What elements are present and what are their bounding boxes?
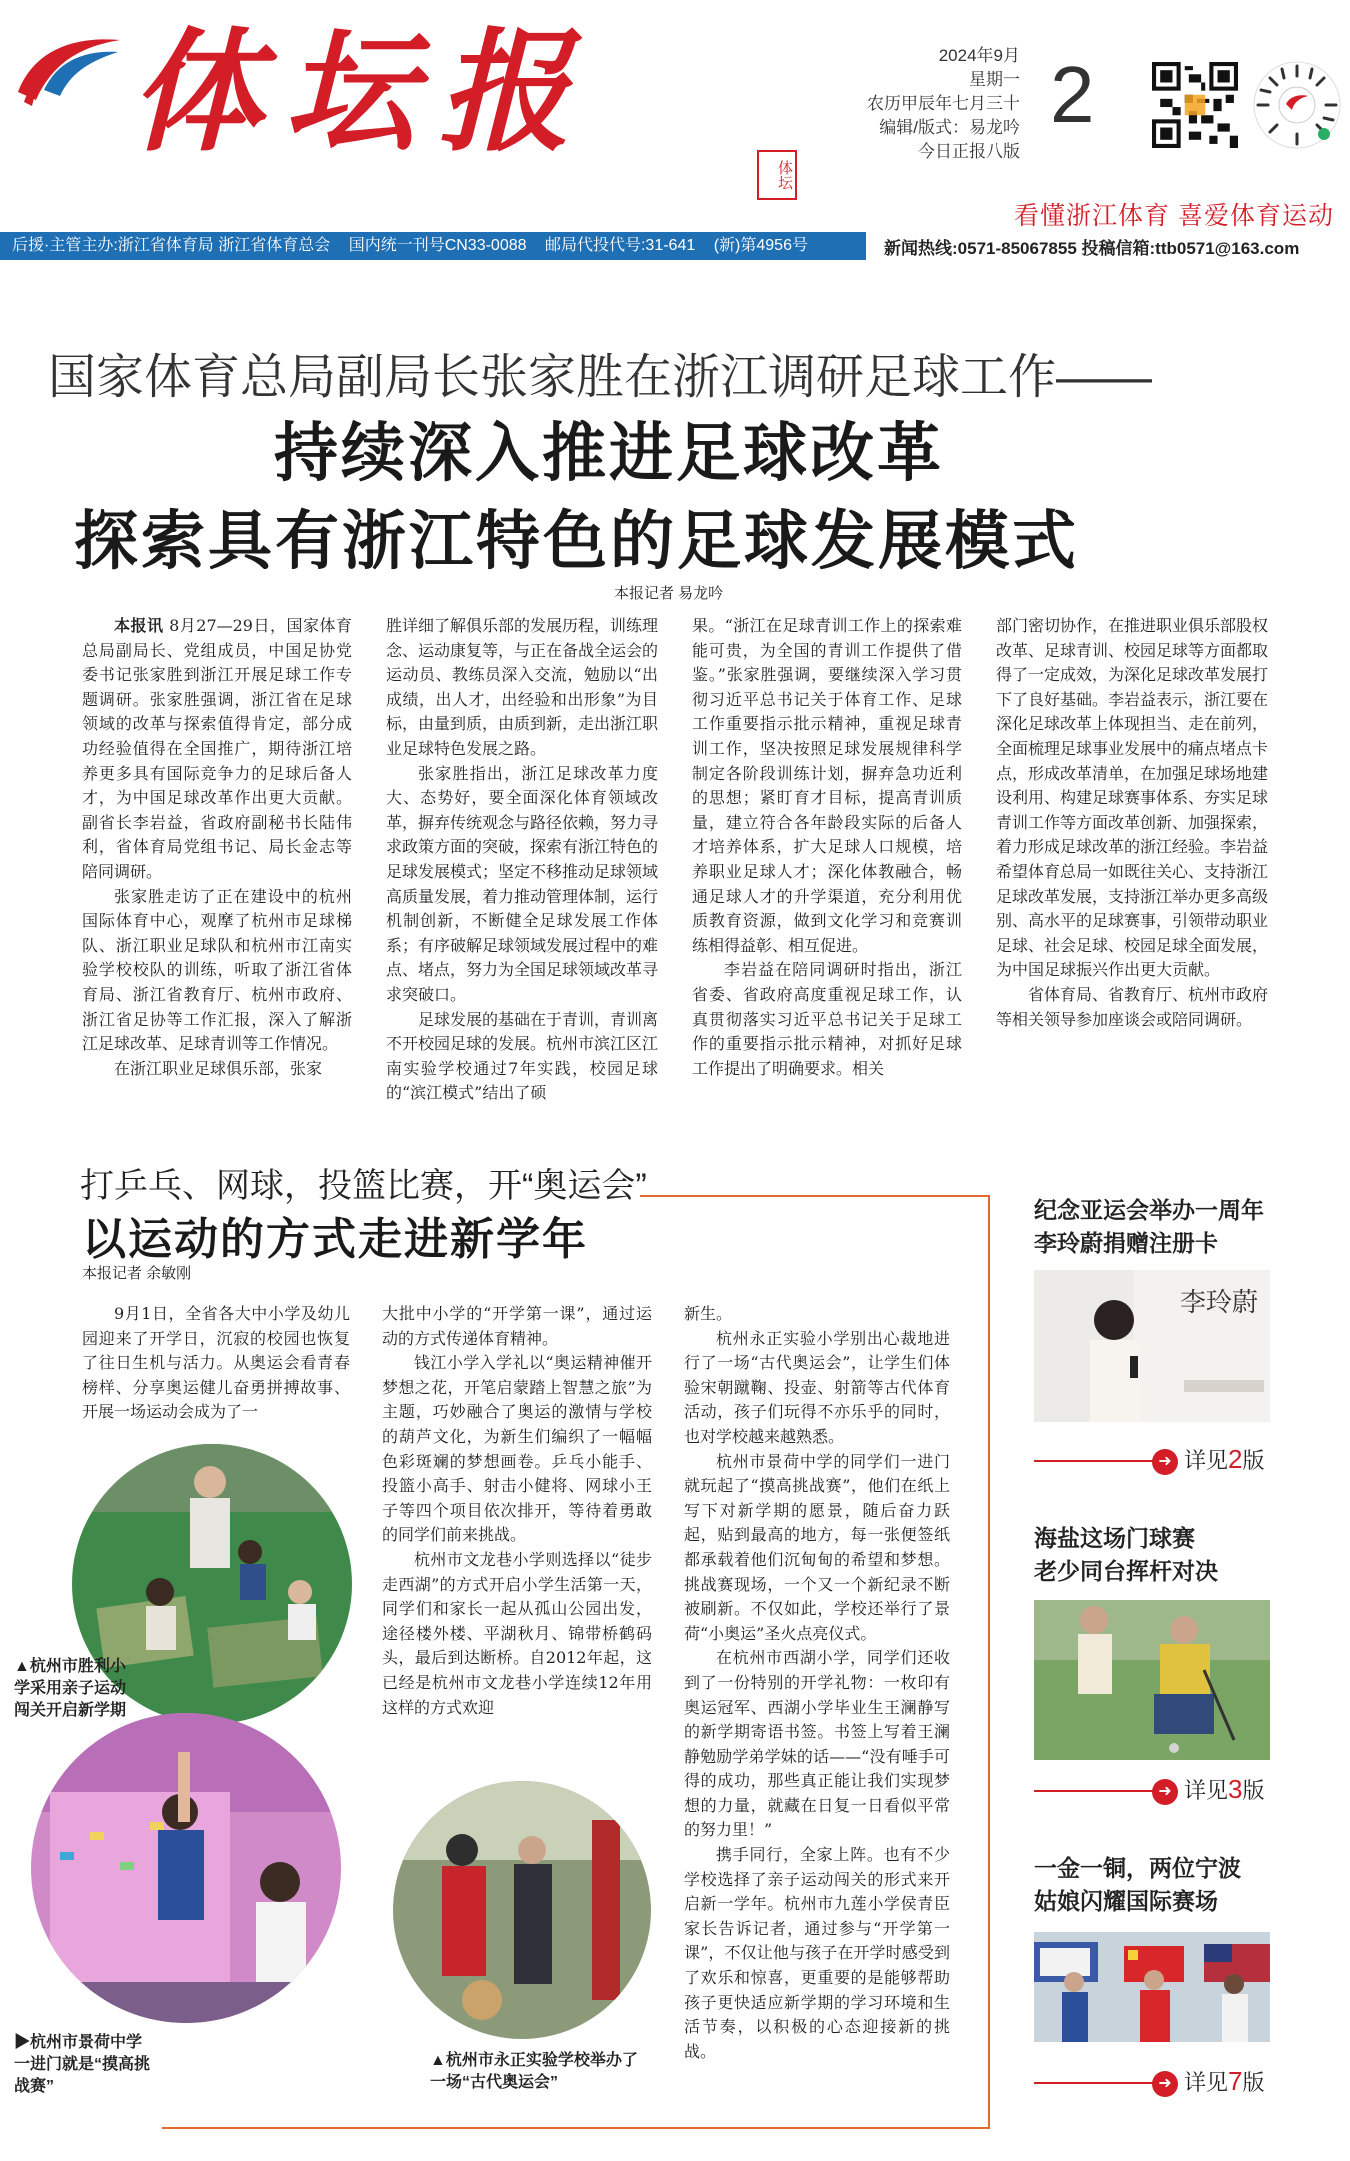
info-sponsor: 后援·主管主办:浙江省体育局 浙江省体育总会	[12, 237, 331, 254]
sidebar-1-photo-signature: 李玲蔚	[1180, 1288, 1259, 1318]
paragraph: 杭州市景荷中学的同学们一进门就玩起了“摸高挑战赛”，他们在纸上写下对新学期的愿景，随后奋力跃起，贴到最高的地方，每一张便签纸都承载着他们沉甸甸的希望和梦想。挑战赛现场，一个又一个新纪录不断被刷新。不仅如此，学校还举行了景荷“小奥运”圣火点亮仪式。	[684, 1451, 950, 1643]
lead-column-1	[82, 614, 352, 1081]
qr-code-icon	[1152, 62, 1238, 148]
see-page-link-3[interactable]	[1152, 2066, 1265, 2097]
sidebar-2-photo	[1034, 1600, 1270, 1760]
see-line-2	[1034, 1790, 1154, 1792]
see-suffix: 版	[1242, 2070, 1265, 2095]
info-cn-number: 国内统一刊号CN33-0088	[348, 237, 527, 254]
photo-jump-challenge	[30, 1712, 342, 2024]
sidebar-1-photo	[1034, 1270, 1270, 1422]
see-line-3	[1034, 2082, 1154, 2084]
paragraph: 李岩益在陪同调研时指出，浙江省委、省政府高度重视足球工作，认真贯彻落实习近平总书记关于足球工作的重要指示批示精神，对抓好足球工作提出了明确要求。相关	[692, 960, 962, 1078]
paragraph: 在浙江职业足球俱乐部，张家	[114, 1058, 323, 1078]
see-label: 详见	[1184, 1448, 1229, 1473]
issue-date: 2024年9月	[938, 46, 1020, 65]
paragraph: 钱江小学入学礼以“奥运精神催开梦想之花，开笔启蒙踏上智慧之旅”为主题，巧妙融合了奥运的激情与学校的葫芦文化，为新生们编织了一幅幅色彩斑斓的梦想画卷。乒乓小能手、投篮小高手、射击小健将、网球小王子等四个项目依次排开，等待着勇敢的同学们前来挑战。	[382, 1353, 652, 1545]
lead-column-4	[996, 614, 1268, 1032]
info-issue-number: (新)第4956号	[713, 237, 808, 254]
sidebar-3-photo	[1034, 1932, 1270, 2042]
lead-headline-1: 持续深入推进足球改革	[274, 417, 944, 491]
story2-headline: 以运动的方式走进新学年	[82, 1214, 588, 1265]
paragraph: 胜详细了解俱乐部的发展历程，训练理念、运动康复等，与正在备战全运会的运动员、教练员深入交流，勉励以“出成绩，出人才，出经验和出形象”为目标，由量到质，由质到新，走出浙江职业足球特色发展之路。	[386, 616, 659, 758]
paragraph: 足球发展的基础在于青训，青训离不开校园足球的发展。杭州市滨江区江南实验学校通过7年实践，校园足球的“滨江模式”结出了硕	[386, 1009, 659, 1103]
paragraph: 杭州永正实验小学别出心裁地进行了一场“古代奥运会”，让学生们体验宋朝蹴鞠、投壶、射箭等古代体育活动，孩子们玩得不亦乐乎的同时，也对学校越来越熟悉。	[684, 1328, 950, 1446]
masthead-title: 体坛报	[130, 15, 592, 170]
caption-1: ▲杭州市胜利小学采用亲子运动闯关开启新学期	[14, 1658, 127, 1719]
lead-kicker: 国家体育总局副局长张家胜在浙江调研足球工作——	[48, 351, 1153, 404]
sidebar-2-title-2[interactable]: 老少同台挥杆对决	[1034, 1559, 1218, 1585]
story2-column-2	[382, 1302, 652, 1720]
sidebar-3-title-1[interactable]: 一金一铜，两位宁波	[1034, 1856, 1241, 1882]
arrow-right-icon: ➜	[1152, 1449, 1178, 1475]
see-page-number: 2	[1228, 1444, 1243, 1474]
paragraph: 果。“浙江在足球青训工作上的探索难能可贵，为全国的青训工作提供了借鉴。”张家胜强调，要继续深入学习贯彻习近平总书记关于体育工作、足球工作重要指示批示精神，重视足球青训工作，坚决按照足球发展规律科学制定各阶段训练计划，摒弃急功近利的思想；紧盯育才目标，提高青训质量，建立符合各年龄段实际的后备人才培养体系，扩大足球人口规模，培养职业足球人才；深化体教融合，畅通足球人才的升学渠道，充分利用优质教育资源，做到文化学习和竞赛训练相得益彰、相互促进。	[692, 616, 962, 955]
sidebar-3-title-2[interactable]: 姑娘闪耀国际赛场	[1034, 1889, 1218, 1915]
dateline: 本报讯	[114, 616, 164, 635]
lead-column-2	[386, 614, 658, 1106]
sidebar-2-title-1[interactable]: 海盐这场门球赛	[1034, 1526, 1195, 1552]
arrow-right-icon: ➜	[1152, 1779, 1178, 1805]
story2-byline: 本报记者 余敏刚	[82, 1265, 192, 1282]
sidebar-3-photo-graphic	[1034, 1932, 1270, 2042]
see-page-link-1[interactable]	[1152, 1444, 1265, 1475]
see-page-link-2[interactable]	[1152, 1774, 1265, 1805]
paragraph: 张家胜指出，浙江足球改革力度大、态势好，要全面深化体育领域改革，摒弃传统观念与路径依赖，努力寻求政策方面的突破，探索有浙江特色的足球发展模式；坚定不移推动足球领域高质量发展，着力推动管理体制，运行机制创新，不断健全足球发展工作体系；有序破解足球领域发展过程中的难点、堵点，努力为全国足球领域改革寻求突破口。	[386, 763, 659, 1004]
editor-credit: 编辑/版式：易龙吟	[879, 118, 1020, 137]
paragraph: 部门密切协作，在推进职业俱乐部股权改革、足球青训、校园足球等方面都取得了一定成效，为深化足球改革发展打下了良好基础。李岩益表示，浙江要在深化足球改革上体现担当、走在前列，全面梳理足球事业发展中的痛点堵点卡点，形成改革清单，在加强足球场地建设利用、构建足球赛事体系、夯实足球青训工作等方面改革创新、加强探索，着力形成足球改革的浙江经验。李岩益希望体育总局一如既往关心、支持浙江足球改革发展，支持浙江举办更多高级别、高水平的足球赛事，引领带动职业足球、社会足球、校园足球全面发展，为中国足球振兴作出更大贡献。	[996, 616, 1269, 980]
issue-weekday: 星期一	[969, 70, 1020, 89]
lead-column-3	[692, 614, 962, 1081]
paragraph-text: 8月27—29日，国家体育总局副局长、党组成员，中国足协党委书记张家胜到浙江开展足球工作专题调研。张家胜强调，浙江省在足球领域的改革与探索值得肯定，部分成功经验值得在全国推广，期待浙江培养更多具有国际竞争力的足球后备人才，为中国足球改革作出更大贡献。副省长李岩益，省政府副秘书长陆伟利，省体育局党组书记、局长金志等陪同调研。	[82, 616, 352, 881]
photo-ancient-games	[392, 1780, 652, 2040]
lead-headline-2: 探索具有浙江特色的足球发展模式	[74, 505, 1079, 579]
mini-program-code-icon	[1252, 60, 1342, 150]
paragraph: 杭州市文龙巷小学则选择以“徒步走西湖”的方式开启小学生活第一天，同学们和家长一起从孤山公园出发，途径楼外楼、平湖秋月、锦带桥鹤码头，最后到达断桥。自2012年起，这已经是杭州市文龙巷小学连续12年用这样的方式欢迎	[382, 1549, 652, 1717]
see-page-number: 3	[1228, 1774, 1243, 1804]
see-suffix: 版	[1242, 1778, 1265, 1803]
paragraph: 在杭州市西湖小学，同学们还收到了一份特别的开学礼物：一枚印有奥运冠军、西湖小学毕业生王澜静写的新学期寄语书签。书签上写着王澜静勉励学弟学妹的话——“没有唾手可得的成功，那些真正能让我们实现梦想的力量，就藏在日复一日看似平常的努力里！”	[684, 1648, 950, 1840]
see-label: 详见	[1184, 1778, 1229, 1803]
lunar-date: 农历甲辰年七月三十	[867, 94, 1020, 113]
caption-2: ▶杭州市景荷中学一进门就是“摸高挑战赛”	[14, 2034, 151, 2095]
masthead-seal: 体坛	[757, 150, 797, 200]
arrow-right-icon: ➜	[1152, 2071, 1178, 2097]
info-postal-code: 邮局代投代号:31-641	[544, 237, 696, 254]
caption-3: ▲杭州市永正实验学校举办了一场“古代奥运会”	[430, 2052, 638, 2091]
sidebar-1-title-1[interactable]: 纪念亚运会举办一周年	[1034, 1198, 1264, 1224]
story-frame-top	[640, 1195, 988, 1197]
slogan: 看懂浙江体育 喜爱体育运动	[1014, 202, 1334, 230]
sidebar-2-photo-graphic	[1034, 1600, 1270, 1760]
logo-swoosh-icon	[14, 30, 124, 110]
page-number: 2	[1050, 50, 1095, 139]
paragraph: 新生。	[684, 1304, 733, 1323]
sidebar-1-title-2[interactable]: 李玲蔚捐赠注册卡	[1034, 1231, 1218, 1257]
paragraph: 省体育局、省教育厅、杭州市政府等相关领导参加座谈会或陪同调研。	[996, 984, 1269, 1029]
see-page-number: 7	[1228, 2066, 1243, 2096]
story2-column-3	[684, 1302, 950, 2064]
paragraph: 张家胜走访了正在建设中的杭州国际体育中心，观摩了杭州市足球梯队、浙江职业足球队和杭州市江南实验学校校队的训练，听取了浙江省体育局、浙江省教育厅、杭州市政府、浙江省足协等工作汇报，深入了解浙江足球改革、足球青训等工作情况。	[82, 886, 352, 1054]
see-label: 详见	[1184, 2070, 1229, 2095]
date-block	[838, 44, 1020, 164]
see-suffix: 版	[1242, 1448, 1265, 1473]
story2-kicker: 打乒乓、网球，投篮比赛，开“奥运会”	[80, 1167, 647, 1205]
paragraph: 大批中小学的“开学第一课”，通过运动的方式传递体育精神。	[382, 1304, 652, 1348]
paragraph: 9月1日，全省各大中小学及幼儿园迎来了开学日，沉寂的校园也恢复了往日生机与活力。从奥运会看青春榜样、分享奥运健儿奋勇拼搏故事、开展一场运动会成为了一	[82, 1304, 350, 1422]
story2-column-1	[82, 1302, 350, 1425]
issue-note: 今日正报八版	[918, 142, 1020, 161]
paragraph	[82, 614, 352, 885]
lead-byline: 本报记者 易龙吟	[614, 585, 724, 602]
paragraph: 携手同行，全家上阵。也有不少学校选择了亲子运动闯关的形式来开启新一学年。杭州市九莲小学侯青臣家长告诉记者，通过参与“开学第一课”，不仅让他与孩子在开学时感受到了欢乐和惊喜，更重要的是能够帮助孩子更快适应新学期的学习环境和生活节奏，以积极的心态迎接新的挑战。	[684, 1845, 950, 2061]
see-line-1	[1034, 1460, 1154, 1462]
hotline: 新闻热线:0571-85067855 投稿信箱:ttb0571@163.com	[884, 239, 1300, 258]
info-bar	[0, 232, 866, 260]
